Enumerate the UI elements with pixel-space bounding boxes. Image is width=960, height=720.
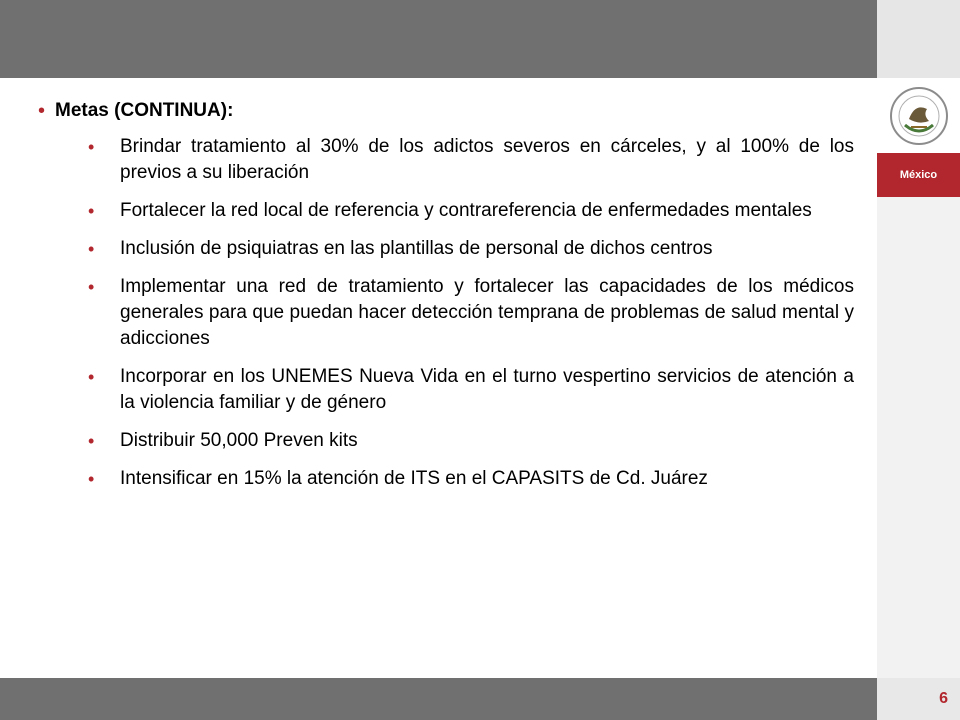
goals-list [38,134,854,492]
page-number-box [877,678,960,720]
bullet-icon: • [88,431,95,451]
list-item [88,466,854,492]
list-item [88,364,854,416]
bullet-icon: • [88,201,95,221]
list-item-text: Inclusión de psiquiatras en las plantillas de personal de dichos centros [120,238,713,259]
list-item-text: Intensificar en 15% la atención de ITS en el CAPASITS de Cd. Juárez [120,468,708,489]
page-number: 6 [939,690,948,707]
brand-label: México [877,153,960,197]
list-item [88,274,854,352]
bottom-bar [0,678,877,720]
list-item-text: Incorporar en los UNEMES Nueva Vida en el turno vespertino servicios de atención a la violencia familiar y de género [120,366,854,413]
heading-bullet: • [38,100,46,122]
bullet-icon: • [88,239,95,259]
list-item-text: Implementar una red de tratamiento y fortalecer las capacidades de los médicos generales para que puedan hacer detección temprana de problemas de salud mental y adicciones [120,276,854,349]
mexico-coat-of-arms-icon [877,78,960,153]
bullet-icon: • [88,469,95,489]
slide-heading [38,100,854,122]
bullet-icon: • [88,367,95,387]
list-item [88,134,854,186]
list-item [88,198,854,224]
heading-text: Metas (CONTINUA): [55,100,234,121]
list-item-text: Distribuir 50,000 Preven kits [120,430,358,451]
top-right-corner [877,0,960,78]
list-item-text: Fortalecer la red local de referencia y contrareferencia de enfermedades mentales [120,200,812,221]
list-item [88,236,854,262]
bullet-icon: • [88,137,95,157]
slide-content [38,100,854,504]
bullet-icon: • [88,277,95,297]
list-item-text: Brindar tratamiento al 30% de los adictos severos en cárceles, y al 100% de los previos a su liberación [120,136,854,183]
list-item [88,428,854,454]
top-bar [0,0,877,78]
